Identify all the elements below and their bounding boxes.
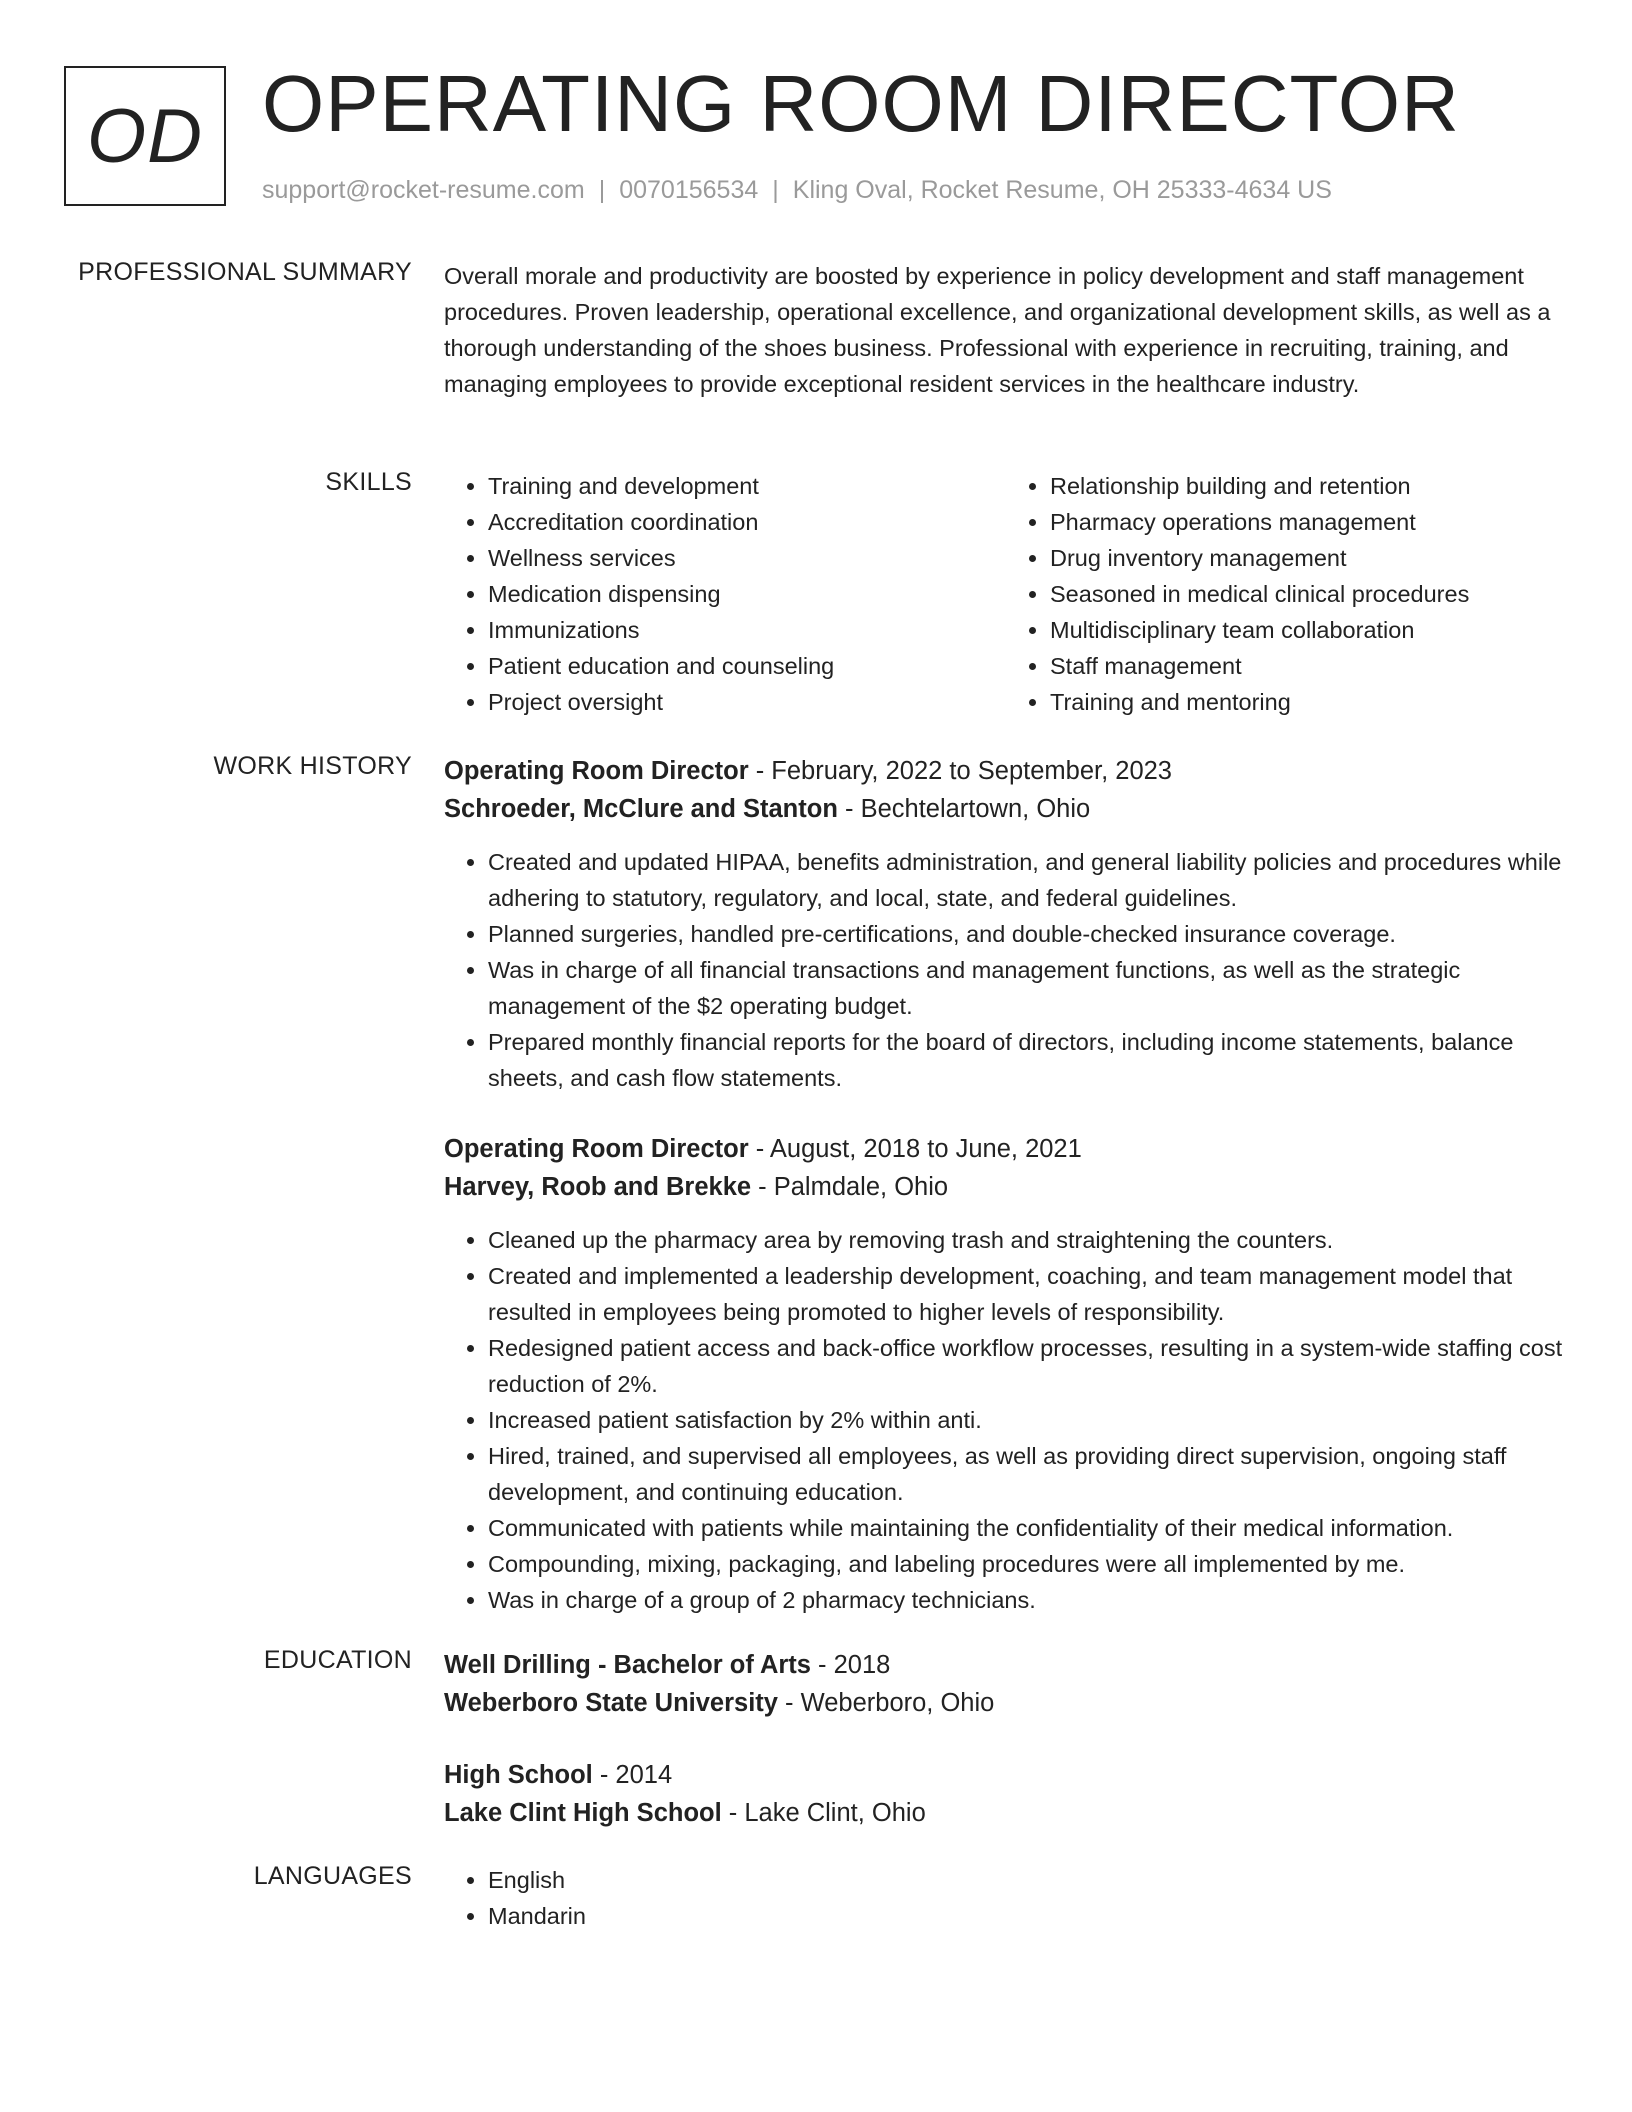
job-dates: - August, 2018 to June, 2021 <box>748 1135 1082 1163</box>
section-label-languages: LANGUAGES <box>253 1862 412 1890</box>
job-title: Operating Room Director <box>444 757 749 785</box>
section-label-skills: SKILLS <box>325 468 412 496</box>
job-bullet: • Prepared monthly financial reports for the board of directors, including income statements, balance sheets, and cash flow statements. <box>488 1024 1568 1096</box>
job-bullet: • Increased patient satisfaction by 2% within anti. <box>488 1402 1568 1438</box>
education-school: Lake Clint High School <box>444 1799 722 1827</box>
education-entry <box>444 1756 1568 1832</box>
education-school-line <box>444 1794 1568 1832</box>
language-item: • English <box>488 1862 1568 1898</box>
contact-line <box>262 176 1332 205</box>
skill-item: • Wellness services <box>488 540 1006 576</box>
job-company: Harvey, Roob and Brekke <box>444 1173 752 1201</box>
languages-body <box>444 1862 1568 1934</box>
job-company-line <box>444 790 1568 828</box>
job-company-line <box>444 1168 1568 1206</box>
job-bullet: • Redesigned patient access and back-office workflow processes, resulting in a system-wide staffing cost reduction of 2%. <box>488 1330 1568 1402</box>
contact-email: support@rocket-resume.com <box>262 176 585 204</box>
work-history-body <box>444 752 1568 1652</box>
skill-item: • Medication dispensing <box>488 576 1006 612</box>
job-entry <box>444 752 1568 1096</box>
job-title-line <box>444 752 1568 790</box>
job-bullet: • Cleaned up the pharmacy area by removing trash and straightening the counters. <box>488 1222 1568 1258</box>
job-title: Operating Room Director <box>444 1135 749 1163</box>
job-bullet: • Created and implemented a leadership development, coaching, and team management model that resulted in employees being promoted to higher levels of responsibility. <box>488 1258 1568 1330</box>
job-title-line <box>444 1130 1568 1168</box>
section-label-work: WORK HISTORY <box>213 752 412 780</box>
education-school-line <box>444 1684 1568 1722</box>
job-entry <box>444 1130 1568 1618</box>
skill-item: • Multidisciplinary team collaboration <box>1050 612 1568 648</box>
skill-item: • Staff management <box>1050 648 1568 684</box>
education-degree: Well Drilling - Bachelor of Arts <box>444 1651 811 1679</box>
resume-name: OPERATING ROOM DIRECTOR <box>262 59 1460 148</box>
section-label-education: EDUCATION <box>263 1646 412 1674</box>
education-body <box>444 1646 1568 1866</box>
job-bullets <box>444 1222 1568 1618</box>
contact-separator: | <box>598 176 606 204</box>
skill-item: • Immunizations <box>488 612 1006 648</box>
job-bullet: • Was in charge of a group of 2 pharmacy technicians. <box>488 1582 1568 1618</box>
monogram-badge: OD <box>64 66 226 206</box>
job-bullet: • Compounding, mixing, packaging, and labeling procedures were all implemented by me. <box>488 1546 1568 1582</box>
skill-item: • Relationship building and retention <box>1050 468 1568 504</box>
education-entry <box>444 1646 1568 1722</box>
education-school: Weberboro State University <box>444 1689 778 1717</box>
education-year: - 2018 <box>810 1651 891 1679</box>
skill-item: • Drug inventory management <box>1050 540 1568 576</box>
job-bullet: • Communicated with patients while maintaining the confidentiality of their medical information. <box>488 1510 1568 1546</box>
job-location: - Bechtelartown, Ohio <box>837 795 1091 823</box>
skills-list-right <box>1006 468 1568 720</box>
job-dates: - February, 2022 to September, 2023 <box>748 757 1172 785</box>
skills-list-left <box>444 468 1006 720</box>
education-location: - Weberboro, Ohio <box>777 1689 995 1717</box>
contact-phone: 0070156534 <box>619 176 759 204</box>
job-bullet: • Created and updated HIPAA, benefits administration, and general liability policies and procedures while adhering to statutory, regulatory, and local, state, and federal guidelines. <box>488 844 1568 916</box>
skill-item: • Pharmacy operations management <box>1050 504 1568 540</box>
skill-item: • Training and mentoring <box>1050 684 1568 720</box>
section-label-summary: PROFESSIONAL SUMMARY <box>78 258 412 286</box>
job-bullet: • Hired, trained, and supervised all employees, as well as providing direct supervision, ongoing staff development, and continuing education. <box>488 1438 1568 1510</box>
skills-grid <box>444 468 1568 720</box>
contact-address: Kling Oval, Rocket Resume, OH 25333-4634 US <box>792 176 1332 204</box>
job-location: - Palmdale, Ohio <box>751 1173 949 1201</box>
contact-separator: | <box>772 176 779 204</box>
education-degree-line <box>444 1646 1568 1684</box>
language-item: • Mandarin <box>488 1898 1568 1934</box>
skill-item: • Seasoned in medical clinical procedures <box>1050 576 1568 612</box>
summary-text: Overall morale and productivity are boosted by experience in policy development and staff management procedures. Proven leadership, operational excellence, and organizational development skills, as well as a thorough understanding of the shoes business. Professional with experience in recruiting, training, and managing employees to provide exceptional resident services in the healthcare industry. <box>444 263 1551 397</box>
education-location: - Lake Clint, Ohio <box>721 1799 926 1827</box>
skill-item: • Patient education and counseling <box>488 648 1006 684</box>
skill-item: • Training and development <box>488 468 1006 504</box>
skill-item: • Accreditation coordination <box>488 504 1006 540</box>
languages-list <box>444 1862 1568 1934</box>
education-year: - 2014 <box>592 1761 673 1789</box>
job-bullet: • Planned surgeries, handled pre-certifications, and double-checked insurance coverage. <box>488 916 1568 952</box>
education-degree-line <box>444 1756 1568 1794</box>
job-company: Schroeder, McClure and Stanton <box>444 795 838 823</box>
job-bullets <box>444 844 1568 1096</box>
education-degree: High School <box>444 1761 593 1789</box>
job-bullet: • Was in charge of all financial transactions and management functions, as well as the strategic management of the $2 operating budget. <box>488 952 1568 1024</box>
skill-item: • Project oversight <box>488 684 1006 720</box>
